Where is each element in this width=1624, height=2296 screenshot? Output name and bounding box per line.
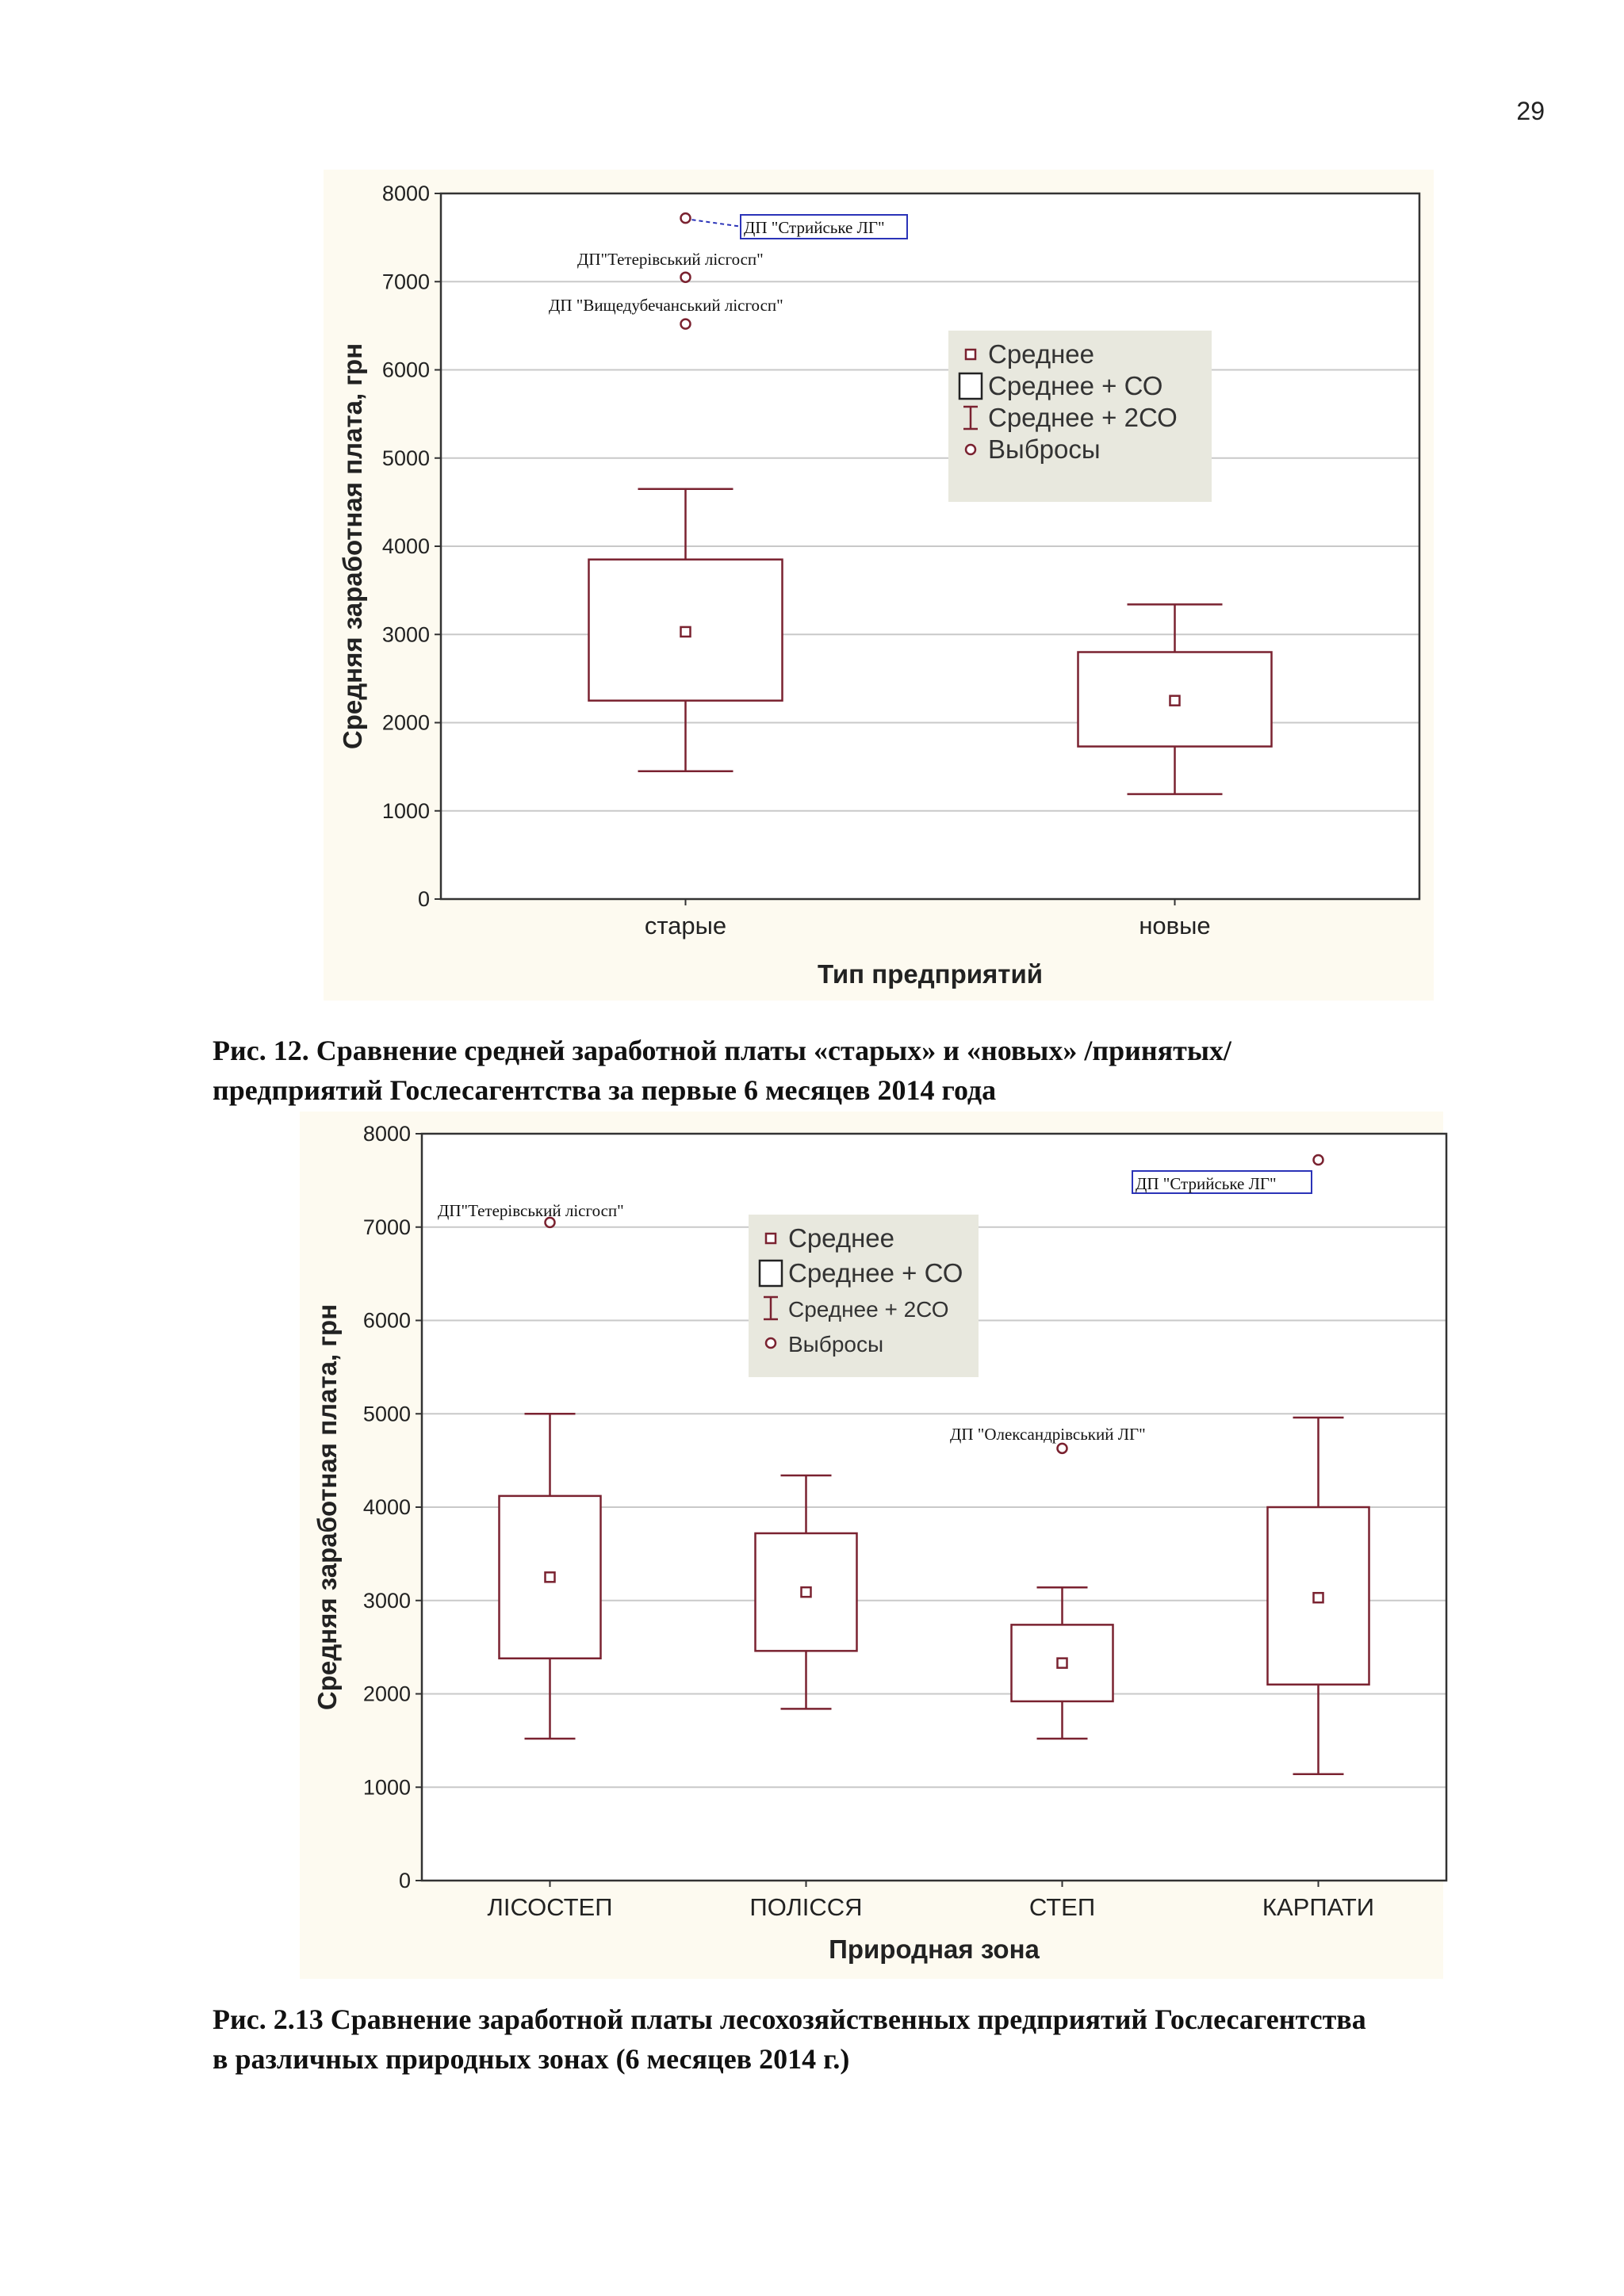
mean-marker	[1058, 1659, 1067, 1668]
legend-box-marker	[760, 1261, 782, 1286]
figure-caption-1	[213, 1031, 1561, 1110]
legend-item-label: Среднее + 2СО	[788, 1297, 949, 1322]
x-category-label: новые	[1139, 912, 1211, 939]
y-axis-title: Средняя заработная плата, грн	[312, 1303, 342, 1711]
y-tick-label: 3000	[362, 1588, 411, 1613]
x-axis-title: Природная зона	[829, 1934, 1040, 1964]
outlier-label: ДП "Вищедубечанський лісгосп"	[549, 296, 783, 315]
outlier-label: ДП "Стрийське ЛГ"	[1136, 1174, 1277, 1193]
chart-2	[300, 1112, 1446, 1979]
y-tick-label: 5000	[381, 446, 430, 470]
legend-outlier-marker	[966, 445, 975, 454]
y-tick-label: 6000	[381, 358, 430, 382]
mean-marker	[1314, 1593, 1323, 1602]
legend	[948, 331, 1212, 502]
legend-item-label: Среднее + 2СО	[988, 403, 1178, 432]
y-tick-label: 0	[398, 1869, 411, 1892]
mean-marker	[1170, 696, 1180, 706]
legend-item-label: Среднее + СО	[788, 1258, 963, 1288]
caption-1-line-1: Рис. 12. Сравнение средней заработной платы «старых» и «новых» /принятых/	[213, 1035, 1231, 1066]
y-tick-label: 5000	[362, 1402, 411, 1426]
figure-caption-2	[213, 1999, 1561, 2079]
mean-marker	[546, 1572, 555, 1582]
outlier-point	[681, 213, 691, 223]
legend-box-marker	[959, 373, 982, 399]
chart-1	[324, 170, 1434, 1001]
legend-mean-marker	[966, 350, 975, 359]
legend-item-label: Выбросы	[788, 1332, 884, 1357]
y-tick-label: 6000	[362, 1308, 411, 1333]
legend-item-label: Среднее	[788, 1223, 894, 1253]
outlier-point	[1058, 1444, 1067, 1453]
legend-item-label: Среднее + СО	[988, 371, 1163, 400]
x-category-label: старые	[644, 912, 727, 939]
outlier-label: ДП "Стрийське ЛГ"	[744, 218, 885, 237]
y-tick-label: 7000	[362, 1215, 411, 1239]
y-tick-label: 8000	[381, 182, 430, 205]
y-tick-label: 2000	[362, 1682, 411, 1706]
outlier-point	[1314, 1155, 1323, 1165]
x-category-label: КАРПАТИ	[1262, 1893, 1375, 1921]
mean-marker	[802, 1587, 811, 1597]
x-category-label: ПОЛІССЯ	[749, 1893, 863, 1921]
legend-item-label: Выбросы	[988, 434, 1101, 464]
y-axis-title: Средняя заработная плата, грн	[338, 342, 367, 750]
x-category-label: ЛІСОСТЕП	[487, 1893, 613, 1921]
y-tick-label: 8000	[362, 1122, 411, 1146]
legend-outlier-marker	[766, 1338, 776, 1348]
outlier-label: ДП"Тетерівський лісгосп"	[577, 250, 764, 269]
y-tick-label: 4000	[362, 1495, 411, 1519]
caption-2-line-2: в различных природных зонах (6 месяцев 2014 г.)	[213, 2043, 850, 2075]
outlier-point	[681, 320, 691, 329]
y-tick-label: 3000	[381, 622, 430, 647]
legend-item-label: Среднее	[988, 339, 1094, 369]
y-tick-label: 2000	[381, 710, 430, 735]
outlier-label: ДП"Тетерівський лісгосп"	[438, 1201, 624, 1220]
caption-2-line-1: Рис. 2.13 Сравнение заработной платы лесохозяйственных предприятий Гослесагентства	[213, 2003, 1366, 2035]
y-tick-label: 4000	[381, 534, 430, 558]
mean-marker	[681, 627, 691, 637]
outlier-label: ДП "Олександрівський ЛГ"	[950, 1425, 1146, 1444]
legend-mean-marker	[766, 1234, 776, 1243]
x-category-label: СТЕП	[1028, 1893, 1096, 1921]
y-tick-label: 7000	[381, 270, 430, 294]
legend	[749, 1215, 979, 1377]
y-tick-label: 1000	[381, 798, 430, 823]
page-number: 29	[1516, 97, 1545, 125]
caption-1-line-2: предприятий Гослесагентства за первые 6 месяцев 2014 года	[213, 1074, 997, 1106]
y-tick-label: 0	[417, 887, 430, 911]
outlier-point	[681, 273, 691, 282]
x-axis-title: Тип предприятий	[817, 959, 1044, 989]
y-tick-label: 1000	[362, 1775, 411, 1800]
